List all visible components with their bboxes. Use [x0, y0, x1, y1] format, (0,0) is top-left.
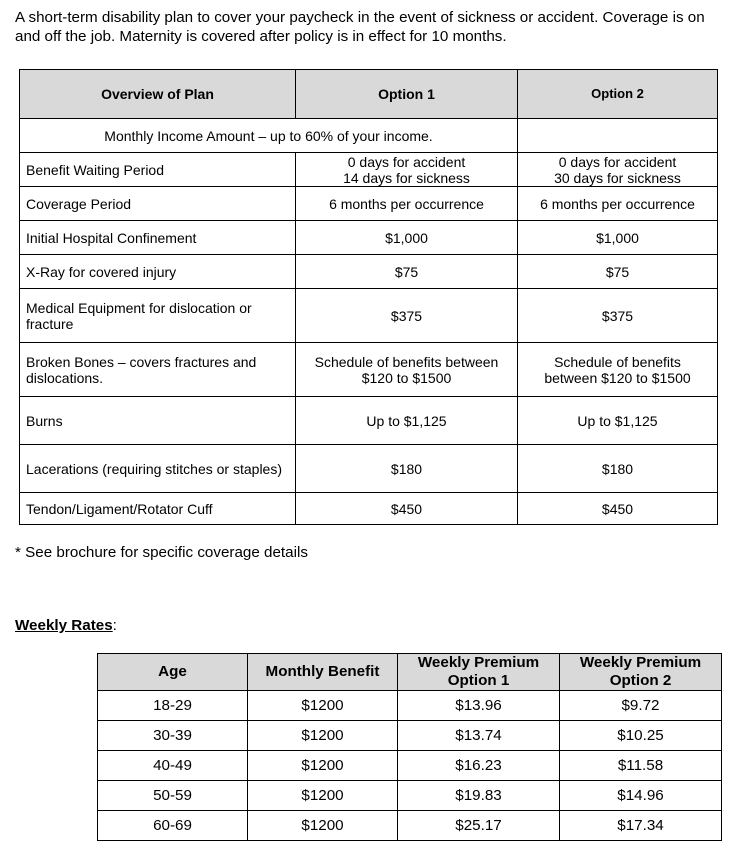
plan-row-option-1 — [296, 221, 518, 255]
plan-row-label: Lacerations (requiring stitches or staples) — [20, 445, 296, 493]
plan-cell-line: $75 — [605, 263, 630, 280]
plan-row-option-2 — [518, 445, 718, 493]
plan-row-option-2 — [518, 153, 718, 187]
plan-row-option-1 — [296, 255, 518, 289]
intro-paragraph: A short-term disability plan to cover your paycheck in the event of sickness or accident. Coverage is on and off the job. Maternity is covered after policy is in effect for 10 months. — [15, 9, 705, 45]
plan-cell-line: $375 — [390, 307, 423, 324]
plan-row — [20, 187, 718, 221]
plan-row-option-2 — [518, 343, 718, 397]
plan-row — [20, 343, 718, 397]
plan-cell-line: $75 — [394, 263, 419, 280]
plan-row — [20, 255, 718, 289]
weekly-rates-title: Weekly Rates — [15, 617, 113, 634]
rates-premium-option-1: $25.17 — [398, 811, 560, 841]
header-option-2: Option 2 — [518, 70, 718, 119]
plan-cell-line: $1,000 — [596, 229, 639, 246]
plan-cell-line: $375 — [601, 307, 634, 324]
plan-row-label: Broken Bones – covers fractures and dislocations. — [20, 343, 296, 397]
weekly-rates-colon: : — [112, 617, 117, 634]
plan-row-label: Burns — [20, 397, 296, 445]
plan-cell-line: $180 — [601, 460, 634, 477]
plan-cell-line: $120 to $1500 — [361, 369, 452, 386]
plan-cell-line: 30 days for sickness — [554, 169, 681, 186]
rates-monthly-benefit: $1200 — [248, 691, 398, 721]
plan-cell-line: $1,000 — [385, 229, 428, 246]
plan-cell-line: between $120 to $1500 — [544, 369, 691, 386]
header-overview: Overview of Plan — [20, 70, 296, 119]
plan-row-option-1 — [296, 493, 518, 525]
plan-cell-line: $450 — [601, 500, 634, 517]
rates-age: 30-39 — [98, 721, 248, 751]
plan-row-option-1 — [296, 445, 518, 493]
weekly-rates-table — [97, 653, 722, 841]
rates-premium-option-2: $14.96 — [560, 781, 722, 811]
rates-row — [98, 721, 722, 751]
plan-row-label: Medical Equipment for dislocation or fracture — [20, 289, 296, 343]
plan-row — [20, 493, 718, 525]
rates-premium-option-1: $16.23 — [398, 751, 560, 781]
rates-row — [98, 751, 722, 781]
rates-premium-option-1: $13.96 — [398, 691, 560, 721]
plan-cell-line: Up to $1,125 — [577, 412, 658, 429]
rates-monthly-benefit: $1200 — [248, 781, 398, 811]
rates-premium-option-2: $9.72 — [560, 691, 722, 721]
plan-cell-line: 0 days for accident — [347, 153, 466, 170]
plan-cell-line: 14 days for sickness — [343, 169, 470, 186]
plan-cell-line: $450 — [390, 500, 423, 517]
plan-row-label: Benefit Waiting Period — [20, 153, 296, 187]
rates-premium-option-2: $11.58 — [560, 751, 722, 781]
rates-premium-option-1: $13.74 — [398, 721, 560, 751]
rates-age: 40-49 — [98, 751, 248, 781]
rates-age: 50-59 — [98, 781, 248, 811]
rates-monthly-benefit: $1200 — [248, 751, 398, 781]
plan-cell-line: 6 months per occurrence — [540, 195, 695, 212]
plan-cell-line: Up to $1,125 — [366, 412, 447, 429]
rates-age: 60-69 — [98, 811, 248, 841]
plan-cell-line: 0 days for accident — [558, 153, 677, 170]
plan-row-option-2 — [518, 187, 718, 221]
plan-cell-line: Schedule of benefits between — [314, 353, 499, 370]
header-option-1: Option 1 — [296, 70, 518, 119]
rates-premium-option-2: $17.34 — [560, 811, 722, 841]
monthly-income-row — [20, 119, 718, 153]
coverage-note: * See brochure for specific coverage details — [15, 544, 308, 561]
plan-row-option-2 — [518, 397, 718, 445]
plan-row — [20, 221, 718, 255]
monthly-income-cell: Monthly Income Amount – up to 60% of your income. — [20, 119, 518, 153]
plan-overview-table — [19, 69, 718, 525]
plan-row-option-1 — [296, 343, 518, 397]
weekly-rates-heading — [15, 617, 117, 634]
rates-monthly-benefit: $1200 — [248, 811, 398, 841]
plan-row — [20, 397, 718, 445]
rates-premium-option-2: $10.25 — [560, 721, 722, 751]
plan-row-option-2 — [518, 255, 718, 289]
plan-cell-line: Schedule of benefits — [554, 353, 681, 370]
plan-header-row — [20, 70, 718, 119]
plan-row-option-2 — [518, 221, 718, 255]
rates-header-premium-option-1: Weekly Premium Option 1 — [398, 654, 560, 691]
rates-header-row — [98, 654, 722, 691]
plan-row-option-1 — [296, 187, 518, 221]
rates-row — [98, 691, 722, 721]
plan-row — [20, 445, 718, 493]
rates-premium-option-1: $19.83 — [398, 781, 560, 811]
plan-row — [20, 289, 718, 343]
plan-row-label: Initial Hospital Confinement — [20, 221, 296, 255]
rates-row — [98, 811, 722, 841]
rates-row — [98, 781, 722, 811]
plan-row-option-1 — [296, 397, 518, 445]
plan-row-label: Tendon/Ligament/Rotator Cuff — [20, 493, 296, 525]
plan-row-label: Coverage Period — [20, 187, 296, 221]
plan-row — [20, 153, 718, 187]
plan-row-option-1 — [296, 153, 518, 187]
monthly-income-empty-cell — [518, 119, 718, 153]
rates-monthly-benefit: $1200 — [248, 721, 398, 751]
plan-row-option-2 — [518, 289, 718, 343]
rates-age: 18-29 — [98, 691, 248, 721]
rates-header-premium-option-2: Weekly Premium Option 2 — [560, 654, 722, 691]
plan-cell-line: $180 — [390, 460, 423, 477]
plan-row-option-2 — [518, 493, 718, 525]
rates-header-monthly-benefit: Monthly Benefit — [248, 654, 398, 691]
plan-row-label: X-Ray for covered injury — [20, 255, 296, 289]
plan-cell-line: 6 months per occurrence — [329, 195, 484, 212]
plan-row-option-1 — [296, 289, 518, 343]
rates-header-age: Age — [98, 654, 248, 691]
